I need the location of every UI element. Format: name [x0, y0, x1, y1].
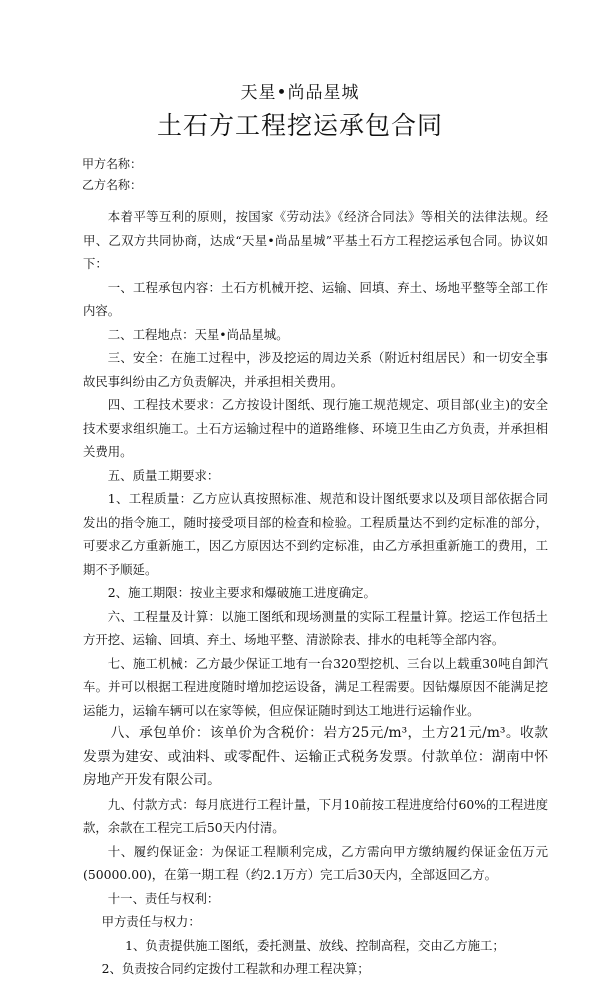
clause-3-safety: 三、安全：在施工过程中，涉及挖运的周边关系（附近村组居民）和一切安全事故民事纠纷由乙方负责解决，并承担相关费用。: [83, 350, 548, 389]
party-a-duty-1: 1、负责提供施工图纸，委托测量、放线、控制高程，交由乙方施工；: [125, 937, 505, 953]
contract-body: [83, 205, 548, 981]
project-subtitle: 天星•尚品星城: [240, 83, 360, 103]
clause-5-2-period: 2、施工期限：按业主要求和爆破施工进度确定。: [107, 585, 376, 600]
clause-9-payment: 九、付款方式：每月底进行工程计量，下月10前按工程进度给付60%的工程进度款，余款在工程完工后50天内付清。: [83, 796, 548, 835]
clause-5-heading: 五、质量工期要求：: [107, 467, 220, 483]
clause-7-machinery: 七、施工机械：乙方最少保证工地有一台320型挖机、三台以上载重30吨自卸汽车。并可以根据工程进度随时增加挖运设备，满足工程需要。因钻爆原因不能满足挖运能力，运输车辆可以在家等候，但应保证随时到达工地进行运输作业。: [83, 655, 548, 718]
clause-4-technical: 四、工程技术要求：乙方按设计图纸、现行施工规范规定、项目部(业主)的安全技术要求组织施工。土石方运输过程中的道路维修、环境卫生由乙方负责，并承担相关费用。: [83, 397, 548, 459]
clause-8-unit-price: 八、承包单价：该单价为含税价：岩方25元/m³，土方21元/m³。收款发票为建安、或油料、或零配件、运输正式税务发票。付款单位：湖南中怀房地产开发有限公司。: [83, 725, 548, 788]
clause-5-1-quality: 1、工程质量：乙方应认真按照标准、规范和设计图纸要求以及项目部依据合同发出的指令施工，随时接受项目部的检查和检验。工程质量达不到约定标准的部分，可要求乙方重新施工，因乙方原因达不到约定标准，由乙方承担重新施工的费用，工期不予顺延。: [83, 491, 548, 577]
preamble-paragraph: 本着平等互利的原则，按国家《劳动法》《经济合同法》等相关的法律法规。经甲、乙双方共同协商，达成“天星•尚品星城”平基土石方工程挖运承包合同。协议如下：: [83, 209, 548, 271]
party-b-label: 乙方名称：: [82, 178, 143, 192]
party-a-duties-heading: 甲方责任与权力：: [101, 914, 201, 929]
party-a-label: 甲方名称：: [82, 157, 143, 171]
clause-10-deposit: 十、履约保证金：为保证工程顺利完成，乙方需向甲方缴纳履约保证金伍万元(50000.00)，在第一期工程（约2.1万方）完工后30天内，全部返回乙方。: [83, 843, 548, 882]
party-a-duty-2: 2、负责按合同约定拨付工程款和办理工程决算；: [101, 961, 370, 976]
clause-6-quantity: 六、工程量及计算：以施工图纸和现场测量的实际工程量计算。挖运工作包括土方开挖、运输、回填、弃土、场地平整、清淤除表、排水的电耗等全部内容。: [83, 608, 548, 647]
clause-2-location: 二、工程地点：天星•尚品星城。: [107, 326, 289, 342]
contract-title: 土石方工程挖运承包合同: [156, 111, 443, 140]
clause-1-scope: 一、工程承包内容：土石方机械开挖、运输、回填、弃土、场地平整等全部工作内容。: [83, 279, 548, 318]
clause-11-heading: 十一、责任与权利：: [107, 890, 220, 906]
